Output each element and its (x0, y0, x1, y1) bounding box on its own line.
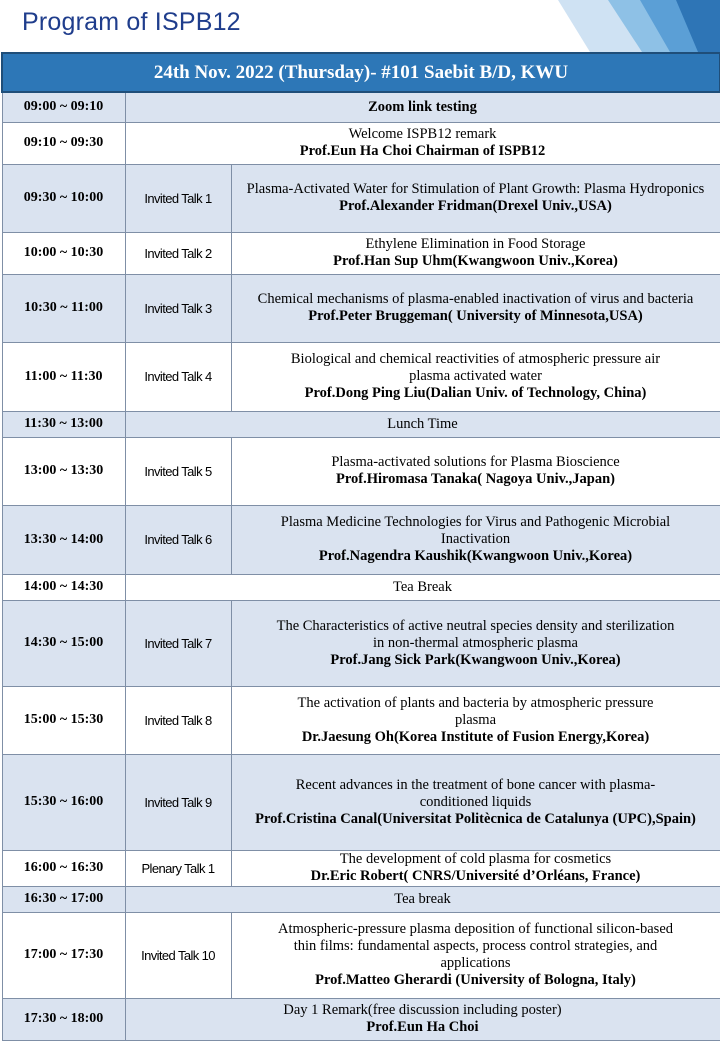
session-content (125, 92, 720, 122)
session-content (231, 437, 720, 505)
session-label: Invited Talk 4 (125, 342, 231, 411)
talk-title-line: Ethylene Elimination in Food Storage (365, 236, 586, 252)
time-slot: 16:00 ~ 16:30 (2, 850, 125, 886)
session-content (231, 850, 720, 886)
talk-title-line: Atmospheric-pressure plasma deposition of functional silicon-based (277, 921, 674, 937)
talk-title-line: plasma activated water (409, 368, 542, 384)
session-content (231, 912, 720, 998)
session-content (231, 274, 720, 342)
session-label: Invited Talk 5 (125, 437, 231, 505)
schedule-header: 24th Nov. 2022 (Thursday)- #101 Saebit B/D, KWU (2, 53, 720, 92)
session-label: Invited Talk 6 (125, 505, 231, 574)
time-slot: 17:00 ~ 17:30 (2, 912, 125, 998)
session-label: Invited Talk 3 (125, 274, 231, 342)
talk-title-line: Plasma-Activated Water for Stimulation of Plant Growth: Plasma Hydroponics (246, 181, 705, 197)
schedule-row (2, 274, 720, 342)
session-content (125, 122, 720, 164)
talk-title-line: The Characteristics of active neutral species density and sterilization (276, 617, 675, 634)
talk-title-line: Plasma-activated solutions for Plasma Bioscience (331, 454, 620, 470)
schedule-row (2, 998, 720, 1040)
talk-title-line: Zoom link testing (368, 98, 477, 115)
time-slot: 11:30 ~ 13:00 (2, 411, 125, 437)
schedule-table (1, 52, 720, 1041)
time-slot: 17:30 ~ 18:00 (2, 998, 125, 1040)
schedule-row (2, 342, 720, 411)
speaker-name: Prof.Jang Sick Park(Kwangwoon Univ.,Korea) (330, 651, 621, 668)
session-content (231, 505, 720, 574)
session-content (125, 411, 720, 437)
talk-title-line: The development of cold plasma for cosmetics (339, 851, 612, 867)
speaker-name: Dr.Jaesung Oh(Korea Institute of Fusion Energy,Korea) (301, 728, 650, 745)
speaker-name: Prof.Matteo Gherardi (University of Bologna, Italy) (315, 972, 636, 988)
time-slot: 09:00 ~ 09:10 (2, 92, 125, 122)
speaker-name: Prof.Alexander Fridman(Drexel Univ.,USA) (339, 198, 612, 214)
schedule-row (2, 886, 720, 912)
talk-title-line: Biological and chemical reactivities of atmospheric pressure air (290, 351, 661, 367)
talk-title-line: in non-thermal atmospheric plasma (373, 634, 578, 651)
time-slot: 09:30 ~ 10:00 (2, 164, 125, 232)
schedule-row (2, 411, 720, 437)
time-slot: 15:30 ~ 16:00 (2, 754, 125, 850)
page-title: Program of ISPB12 (22, 8, 241, 36)
talk-title-line: Plasma Medicine Technologies for Virus and Pathogenic Microbial (280, 514, 671, 530)
schedule-row (2, 754, 720, 850)
talk-title-line: conditioned liquids (419, 793, 532, 810)
session-label: Invited Talk 10 (125, 912, 231, 998)
time-slot: 13:00 ~ 13:30 (2, 437, 125, 505)
session-content (125, 574, 720, 600)
session-label: Plenary Talk 1 (125, 850, 231, 886)
talk-title-line: plasma (454, 711, 497, 728)
speaker-name: Prof.Hiromasa Tanaka( Nagoya Univ.,Japan) (335, 471, 616, 487)
schedule-row (2, 912, 720, 998)
speaker-name: Prof.Peter Bruggeman( University of Minnesota,USA) (308, 308, 643, 324)
speaker-name: Prof.Dong Ping Liu(Dalian Univ. of Technology, China) (304, 385, 647, 401)
session-content (125, 886, 720, 912)
session-label: Invited Talk 1 (125, 164, 231, 232)
session-label: Invited Talk 9 (125, 754, 231, 850)
talk-title-line: Lunch Time (387, 415, 458, 432)
speaker-name: Prof.Eun Ha Choi (366, 1019, 479, 1035)
schedule-row (2, 686, 720, 754)
talk-title-line: Tea break (394, 890, 451, 907)
schedule-row (2, 232, 720, 274)
schedule-row (2, 505, 720, 574)
time-slot: 10:30 ~ 11:00 (2, 274, 125, 342)
speaker-name: Prof.Nagendra Kaushik(Kwangwoon Univ.,Korea) (318, 548, 633, 564)
time-slot: 11:00 ~ 11:30 (2, 342, 125, 411)
schedule-row (2, 600, 720, 686)
schedule-row (2, 122, 720, 164)
session-content (231, 342, 720, 411)
speaker-name: Prof.Han Sup Uhm(Kwangwoon Univ.,Korea) (333, 253, 618, 269)
time-slot: 16:30 ~ 17:00 (2, 886, 125, 912)
time-slot: 14:00 ~ 14:30 (2, 574, 125, 600)
talk-title-line: The activation of plants and bacteria by atmospheric pressure (297, 694, 654, 711)
talk-title-line: Inactivation (440, 531, 511, 547)
speaker-name: Prof.Eun Ha Choi Chairman of ISPB12 (299, 143, 546, 159)
session-label: Invited Talk 7 (125, 600, 231, 686)
time-slot: 09:10 ~ 09:30 (2, 122, 125, 164)
schedule-row (2, 164, 720, 232)
time-slot: 13:30 ~ 14:00 (2, 505, 125, 574)
time-slot: 15:00 ~ 15:30 (2, 686, 125, 754)
talk-title-line: Recent advances in the treatment of bone cancer with plasma- (295, 776, 656, 793)
schedule-row (2, 850, 720, 886)
session-content (231, 232, 720, 274)
session-label: Invited Talk 2 (125, 232, 231, 274)
time-slot: 14:30 ~ 15:00 (2, 600, 125, 686)
talk-title-line: Day 1 Remark(free discussion including poster) (283, 1002, 562, 1018)
time-slot: 10:00 ~ 10:30 (2, 232, 125, 274)
schedule-row (2, 574, 720, 600)
talk-title-line: Chemical mechanisms of plasma-enabled inactivation of virus and bacteria (257, 291, 694, 307)
session-content (125, 998, 720, 1040)
schedule-row (2, 92, 720, 122)
header-decoration (520, 0, 720, 52)
talk-title-line: thin films: fundamental aspects, process control strategies, and (293, 938, 658, 954)
session-content (231, 754, 720, 850)
speaker-name: Dr.Eric Robert( CNRS/Université d’Orléans, France) (310, 868, 641, 884)
session-content (231, 164, 720, 232)
talk-title-line: Tea Break (393, 578, 452, 595)
session-label: Invited Talk 8 (125, 686, 231, 754)
session-content (231, 600, 720, 686)
talk-title-line: applications (440, 955, 511, 971)
speaker-name: Prof.Cristina Canal(Universitat Politècnica de Catalunya (UPC),Spain) (255, 810, 696, 827)
session-content (231, 686, 720, 754)
schedule-row (2, 437, 720, 505)
talk-title-line: Welcome ISPB12 remark (348, 126, 497, 142)
